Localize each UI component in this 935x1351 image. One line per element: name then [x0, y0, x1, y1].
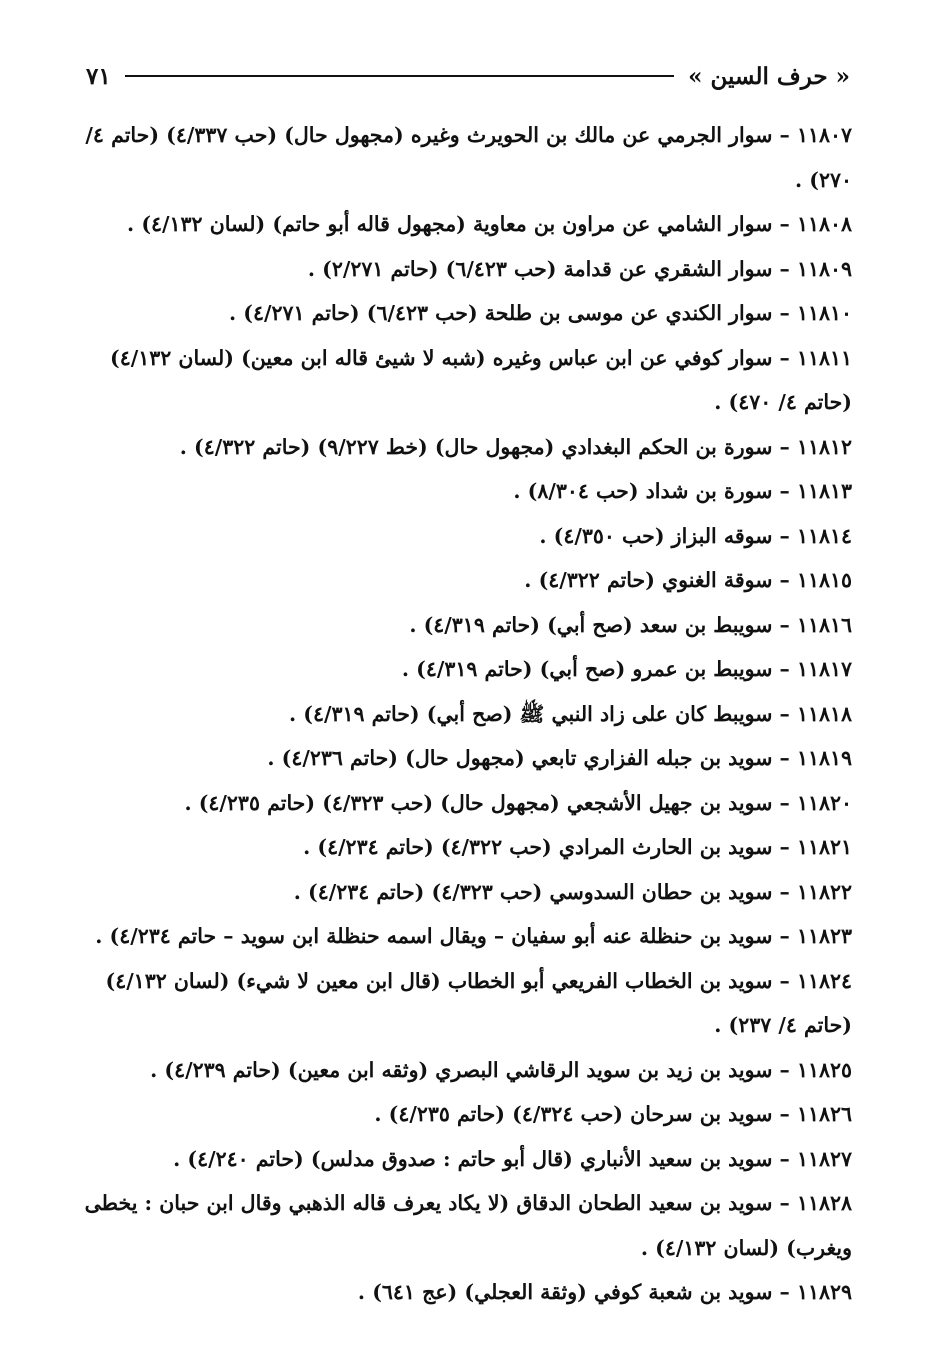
entry-11811: ١١٨١١ – سوار كوفي عن ابن عباس وغيره (شبه لا شيئ قاله ابن معين) (لسان ٤/١٣٢) (حاتم ٤/ ٤٧٠) . [110, 345, 852, 414]
entry-11813: ١١٨١٣ – سورة بن شداد (حب ٨/٣٠٤) . [513, 479, 852, 503]
chapter-title: « حرف السين » [688, 62, 850, 90]
entry-11817: ١١٨١٧ – سويبط بن عمرو (صح أبي) (حاتم ٤/٣١٩) . [401, 657, 852, 681]
page-header [86, 56, 850, 96]
entry-11807: ١١٨٠٧ – سوار الجرمي عن مالك بن الحويرث وغيره (مجهول حال) (حب ٤/٣٣٧) (حاتم ٤/ ٢٧٠) . [85, 123, 852, 192]
entry-11819: ١١٨١٩ – سويد بن جبله الفزاري تابعي (مجهول حال) (حاتم ٤/٢٣٦) . [267, 746, 852, 770]
page-number: ٧١ [86, 62, 111, 90]
entry-11827: ١١٨٢٧ – سويد بن سعيد الأنباري (قال أبو حاتم : صدوق مدلس) (حاتم ٤/٢٤٠) . [173, 1146, 852, 1171]
entry-11823: ١١٨٢٣ – سويد بن حنظلة عنه أبو سفيان – ويقال اسمه حنظلة ابن سويد – حاتم ٤/٢٣٤) . [95, 924, 852, 948]
entry-11822: ١١٨٢٢ – سويد بن حطان السدوسي (حب ٤/٣٢٣) (حاتم ٤/٢٣٤) . [293, 879, 852, 904]
entry-11812: ١١٨١٢ – سورة بن الحكم البغدادي (مجهول حال) (خط ٩/٢٢٧) (حاتم ٤/٣٢٢) . [179, 434, 852, 459]
entry-11829: ١١٨٢٩ – سويد بن شعبة كوفي (وثقة العجلي) (عج ٦٤١) . [357, 1280, 852, 1304]
entry-11828: ١١٨٢٨ – سويد بن سعيد الطحان الدقاق (لا يكاد يعرف قاله الذهبي وقال ابن حبان : يخطى ويغرب) (لسان ٤/١٣٢) . [84, 1191, 852, 1260]
entry-11820: ١١٨٢٠ – سويد بن جهيل الأشجعي (مجهول حال) (حب ٤/٣٢٣) (حاتم ٤/٢٣٥) . [184, 790, 852, 815]
entry-11808: ١١٨٠٨ – سوار الشامي عن مراون بن معاوية (مجهول قاله أبو حاتم) (لسان ٤/١٣٢) . [127, 212, 852, 236]
entry-11810: ١١٨١٠ – سوار الكندي عن موسى بن طلحة (حب ٦/٤٢٣) (حاتم ٤/٢٧١) . [229, 301, 852, 325]
entry-11818: ١١٨١٨ – سويبط كان على زاد النبي ﷺ (صح أبي) (حاتم ٤/٣١٩) . [289, 701, 852, 726]
entry-11826: ١١٨٢٦ – سويد بن سرحان (حب ٤/٣٢٤) (حاتم ٤/٢٣٥) . [374, 1102, 852, 1126]
entry-11824: ١١٨٢٤ – سويد بن الخطاب الفريعي أبو الخطاب (قال ابن معين لا شيء) (لسان ٤/١٣٢) (حاتم ٤/ ٢٣٧) . [105, 968, 852, 1037]
entry-11825: ١١٨٢٥ – سويد بن زيد بن سويد الرقاشي البصري (وثقه ابن معين) (حاتم ٤/٢٣٩) . [150, 1057, 852, 1082]
entry-11815: ١١٨١٥ – سوقة الغنوي (حاتم ٤/٣٢٢) . [524, 568, 852, 592]
entry-11821: ١١٨٢١ – سويد بن الحارث المرادي (حب ٤/٣٢٢) (حاتم ٤/٢٣٤) . [303, 835, 852, 859]
entry-11816: ١١٨١٦ – سويبط بن سعد (صح أبي) (حاتم ٤/٣١٩) . [409, 612, 852, 637]
entry-11814: ١١٨١٤ – سوقه البزاز (حب ٤/٣٥٠) . [539, 523, 852, 548]
header-rule [125, 75, 674, 77]
entry-list [82, 113, 852, 1315]
entry-11809: ١١٨٠٩ – سوار الشقري عن قدامة (حب ٦/٤٢٣) (حاتم ٢/٢٧١) . [307, 256, 852, 281]
